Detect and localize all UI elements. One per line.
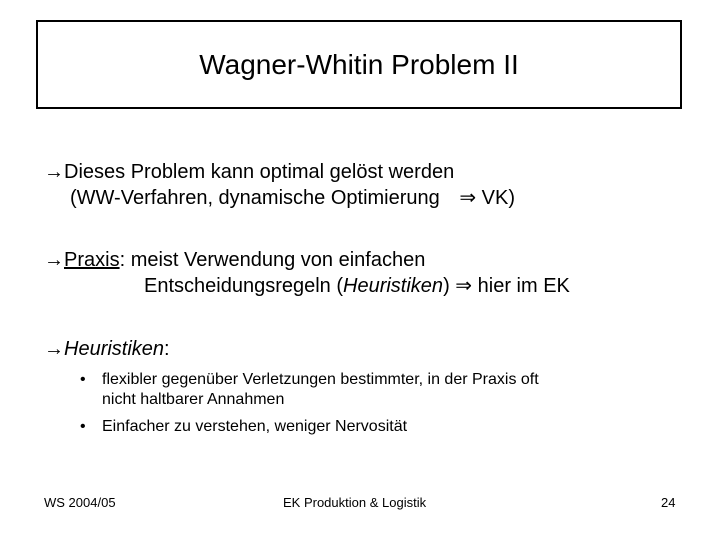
point3-label: Heuristiken xyxy=(64,338,165,360)
point2-label: Praxis xyxy=(64,249,120,271)
arrow-icon: → xyxy=(44,249,64,271)
point2-text2: Entscheidungsregeln ( xyxy=(144,275,344,297)
arrow-icon: → xyxy=(44,338,64,360)
bullet1-text1: flexibler gegenüber Verletzungen bestimmter, in der Praxis oft xyxy=(102,371,539,388)
point2-text1: : meist Verwendung von einfachen xyxy=(119,249,426,271)
bullet1-line1 xyxy=(80,370,539,389)
point1-text1: Dieses Problem kann optimal gelöst werden xyxy=(64,161,455,183)
bullet2-text1: Einfacher zu verstehen, weniger Nervosität xyxy=(102,418,408,435)
point1-text2: (WW-Verfahren, dynamische Optimierung xyxy=(70,187,440,209)
bullet1-line2 xyxy=(102,390,284,409)
point3-line1 xyxy=(44,337,170,361)
slide-title: Wagner-Whitin Problem II xyxy=(199,48,519,80)
point1-line2 xyxy=(70,186,515,210)
arrow-icon: → xyxy=(44,161,64,183)
bullet1-text2: nicht haltbarer Annahmen xyxy=(102,391,285,408)
point2-line2 xyxy=(144,274,570,298)
point1-line1 xyxy=(44,160,454,184)
implies-icon: ⇒ xyxy=(455,275,473,297)
implies-icon: ⇒ xyxy=(459,187,477,209)
footer-center: EK Produktion & Logistik xyxy=(283,495,427,510)
point1-text3: VK) xyxy=(481,187,515,209)
point2-text4: hier im EK xyxy=(477,275,570,297)
bullet-icon: • xyxy=(80,371,86,388)
footer-page-number: 24 xyxy=(661,495,676,510)
point2-line1 xyxy=(44,248,425,272)
point2-text3: ) xyxy=(443,275,450,297)
footer-left: WS 2004/05 xyxy=(44,495,116,510)
point3-colon: : xyxy=(164,338,170,360)
bullet2-line1 xyxy=(80,417,407,436)
bullet-icon: • xyxy=(80,418,86,435)
point2-italic: Heuristiken xyxy=(343,275,444,297)
title-box xyxy=(36,20,682,109)
